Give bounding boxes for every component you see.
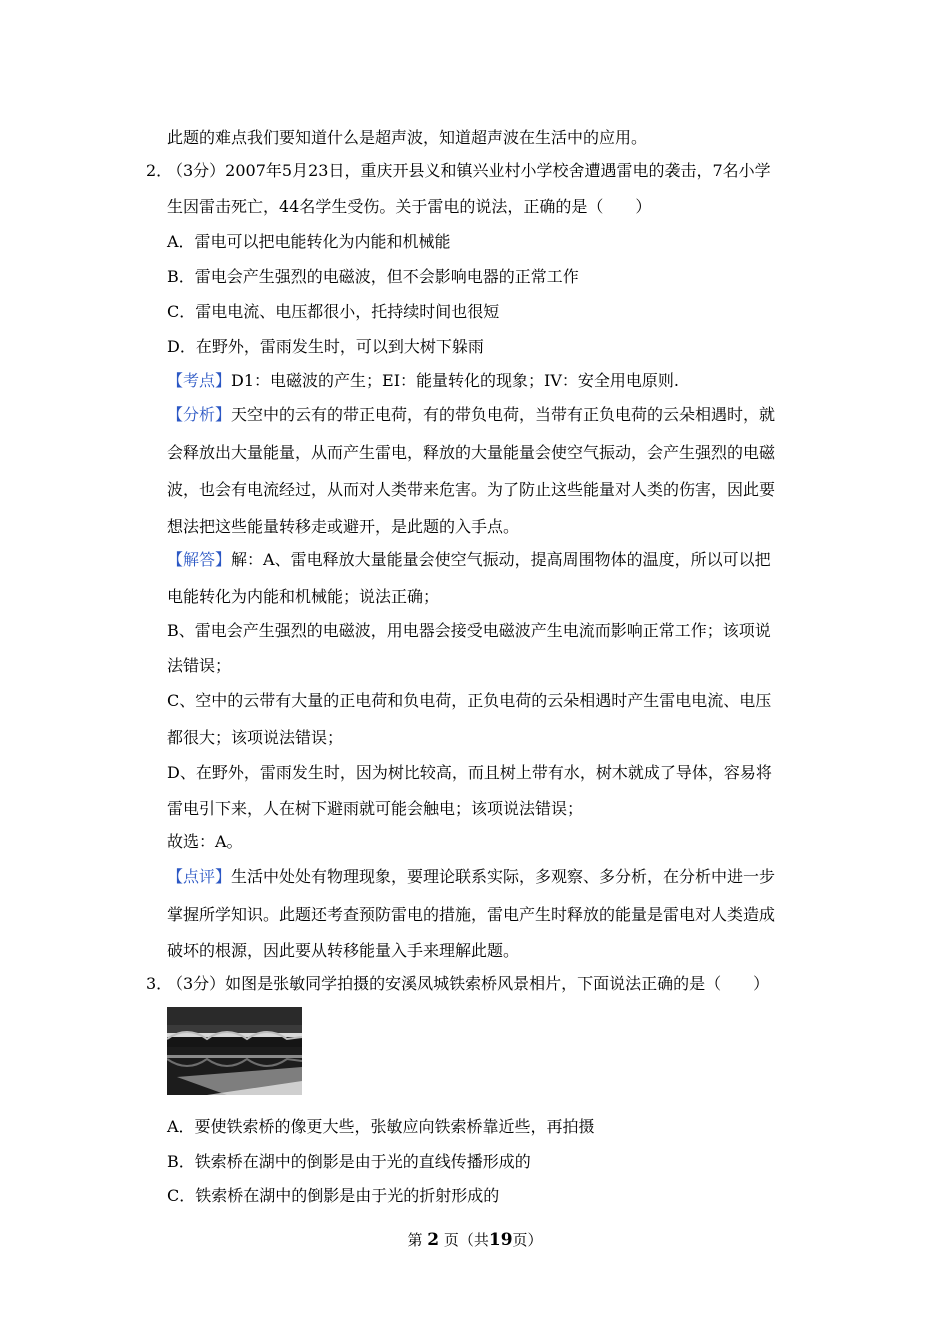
jieda-text: 都很大；该项说法错误； (167, 728, 344, 747)
option-a: A．雷电可以把电能转化为内能和机械能 (167, 232, 451, 251)
jieda-text: 雷电引下来，人在树下避雨就可能会触电；该项说法错误； (167, 799, 584, 818)
question-stem: 生因雷击死亡，44名学生受伤。关于雷电的说法，正确的是（ ） (167, 197, 652, 216)
jieda-text: 法错误； (167, 656, 232, 675)
question-number: 3． (146, 974, 173, 993)
jieda-text: D、在野外，雷雨发生时，因为树比较高，而且树上带有水，树木就成了导体，容易将 (167, 763, 772, 782)
jieda-text: 电能转化为内能和机械能；说法正确； (167, 587, 440, 606)
option-c: C．雷电电流、电压都很小，托持续时间也很短 (167, 302, 500, 321)
jieda-tag: 【解答】 (167, 550, 232, 569)
option-b: B．雷电会产生强烈的电磁波，但不会影响电器的正常工作 (167, 267, 579, 286)
fenxi-line (167, 405, 775, 425)
question-number: 2． (146, 161, 173, 180)
kaodian-line (167, 371, 679, 391)
page-footer (0, 1230, 950, 1250)
fenxi-text: 想法把这些能量转移走或避开，是此题的入手点。 (167, 517, 520, 536)
q3-option-c: C．铁索桥在湖中的倒影是由于光的折射形成的 (167, 1186, 500, 1205)
dianping-line (167, 867, 775, 887)
text-line: 此题的难点我们要知道什么是超声波，知道超声波在生活中的应用。 (167, 128, 648, 147)
jieda-line (167, 550, 771, 570)
dianping-text: 生活中处处有物理现象，要理论联系实际，多观察、多分析，在分析中进一步 (231, 867, 776, 886)
dianping-text: 掌握所学知识。此题还考查预防雷电的措施，雷电产生时释放的能量是雷电对人类造成 (167, 905, 776, 924)
bridge-photo-graphic (167, 1007, 302, 1095)
fenxi-text: 会释放出大量能量，从而产生雷电，释放的大量能量会使空气振动，会产生强烈的电磁 (167, 443, 776, 462)
dianping-tag: 【点评】 (167, 867, 232, 886)
q3-option-a: A．要使铁索桥的像更大些，张敏应向铁索桥靠近些，再拍摄 (167, 1117, 595, 1136)
question-stem: （3分）如图是张敏同学拍摄的安溪凤城铁索桥风景相片，下面说法正确的是（ ） (167, 974, 770, 993)
jieda-text: B、雷电会产生强烈的电磁波，用电器会接受电磁波产生电流而影响正常工作；该项说 (167, 621, 771, 640)
bridge-photo (167, 1007, 302, 1095)
page-number: 2 (427, 1230, 440, 1250)
option-d: D．在野外，雷雨发生时，可以到大树下躲雨 (167, 337, 484, 356)
question-stem: （3分）2007年5月23日，重庆开县义和镇兴业村小学校舍遭遇雷电的袭击，7名小学 (167, 161, 771, 180)
footer-prefix: 第 (407, 1231, 423, 1249)
footer-suffix: 页） (512, 1231, 543, 1249)
jieda-text: 故选：A。 (167, 832, 243, 851)
dianping-text: 破坏的根源，因此要从转移能量入手来理解此题。 (167, 941, 520, 960)
fenxi-text: 波，也会有电流经过，从而对人类带来危害。为了防止这些能量对人类的伤害，因此要 (167, 480, 776, 499)
jieda-text: C、空中的云带有大量的正电荷和负电荷，正负电荷的云朵相遇时产生雷电电流、电压 (167, 691, 772, 710)
fenxi-text: 天空中的云有的带正电荷，有的带负电荷，当带有正负电荷的云朵相遇时，就 (231, 405, 776, 424)
q3-option-b: B．铁索桥在湖中的倒影是由于光的直线传播形成的 (167, 1152, 531, 1171)
kaodian-text: D1：电磁波的产生；EI：能量转化的现象；IV：安全用电原则. (231, 371, 679, 390)
kaodian-tag: 【考点】 (167, 371, 232, 390)
jieda-text: 解：A、雷电释放大量能量会使空气振动，提高周围物体的温度，所以可以把 (231, 550, 771, 569)
footer-middle: 页（共 (443, 1231, 489, 1249)
page-total: 19 (488, 1230, 513, 1250)
fenxi-tag: 【分析】 (167, 405, 232, 424)
